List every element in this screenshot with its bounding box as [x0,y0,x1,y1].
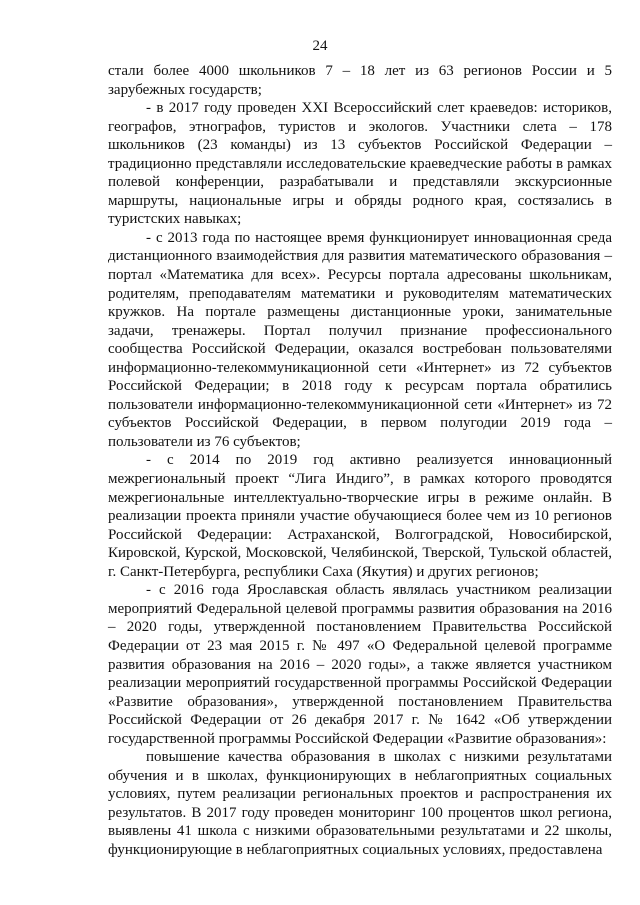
paragraph: - с 2013 года по настоящее время функционирует инновационная среда дистанционного взаимодействия для развития математического образования – портал «Математика для всех». Ресурсы портала адресованы школьникам, родителям, преподавателям математики и руководителям математических кружков. На портале размещены дистанционные уроки, занимательные задачи, тренажеры. Портал получил признание профессионального сообщества Российской Федерации, оказался востребован пользователями информационно-телекоммуникационной сети «Интернет» из 72 субъектов Российской Федерации; в 2018 году к ресурсам портала обратились пользователи информационно-телекоммуникационной сети «Интернет» из 72 субъектов Российской Федерации, в первом полугодии 2019 года – пользователи из 76 субъектов; [108,229,612,450]
paragraph: стали более 4000 школьников 7 – 18 лет из 63 регионов России и 5 зарубежных государств; [108,63,612,98]
paragraph: - с 2014 по 2019 год активно реализуется инновационный межрегиональный проект “Лига Индиго”, в рамках которого проводятся межрегиональные интеллектуально-творческие игры в режиме онлайн. В реализации проекта приняли участие обучающиеся более чем из 10 регионов Российской Федерации: Астраханской, Волгоградской, Новосибирской, Кировской, Курской, Московской, Челябинской, Тверской, Тульской областей, г. Санкт-Петербурга, республики Саха (Якутия) и других регионов; [108,452,612,580]
paragraph: повышение качества образования в школах с низкими результатами обучения и в школах, функционирующих в неблагоприятных социальных условиях, путем реализации региональных проектов и распространения их результатов. В 2017 году проведен мониторинг 100 процентов школ региона, выявлены 41 школа с низкими образовательными результатами и 22 школы, функционирующие в неблагоприятных социальных условиях, предоставлена [108,749,612,858]
paragraph: - с 2016 года Ярославская область являлась участником реализации мероприятий Федеральной целевой программы развития образования на 2016 – 2020 годы, утвержденной постановлением Правительства Российской Федерации от 23 мая 2015 г. № 497 «О Федеральной целевой программе развития образования на 2016 – 2020 годы», а также является участником реализации мероприятий государственной программы Российской Федерации «Развитие образования», утвержденной постановлением Правительства Российской Федерации от 26 декабря 2017 г. № 1642 «Об утверждении государственной программы Российской Федерации «Развитие образования»: [108,582,612,747]
paragraph: - в 2017 году проведен XXI Всероссийский слет краеведов: историков, географов, этнографов, туристов и экологов. Участники слета – 178 школьников (23 команды) из 13 субъектов Российской Федерации – традиционно представляли исследовательские краеведческие работы в рамках полевой конференции, разрабатывали и представляли экскурсионные маршруты, национальные игры и обряды родного края, состязались в туристских навыках; [108,100,612,228]
document-body [108,62,612,860]
page-number: 24 [312,38,328,54]
